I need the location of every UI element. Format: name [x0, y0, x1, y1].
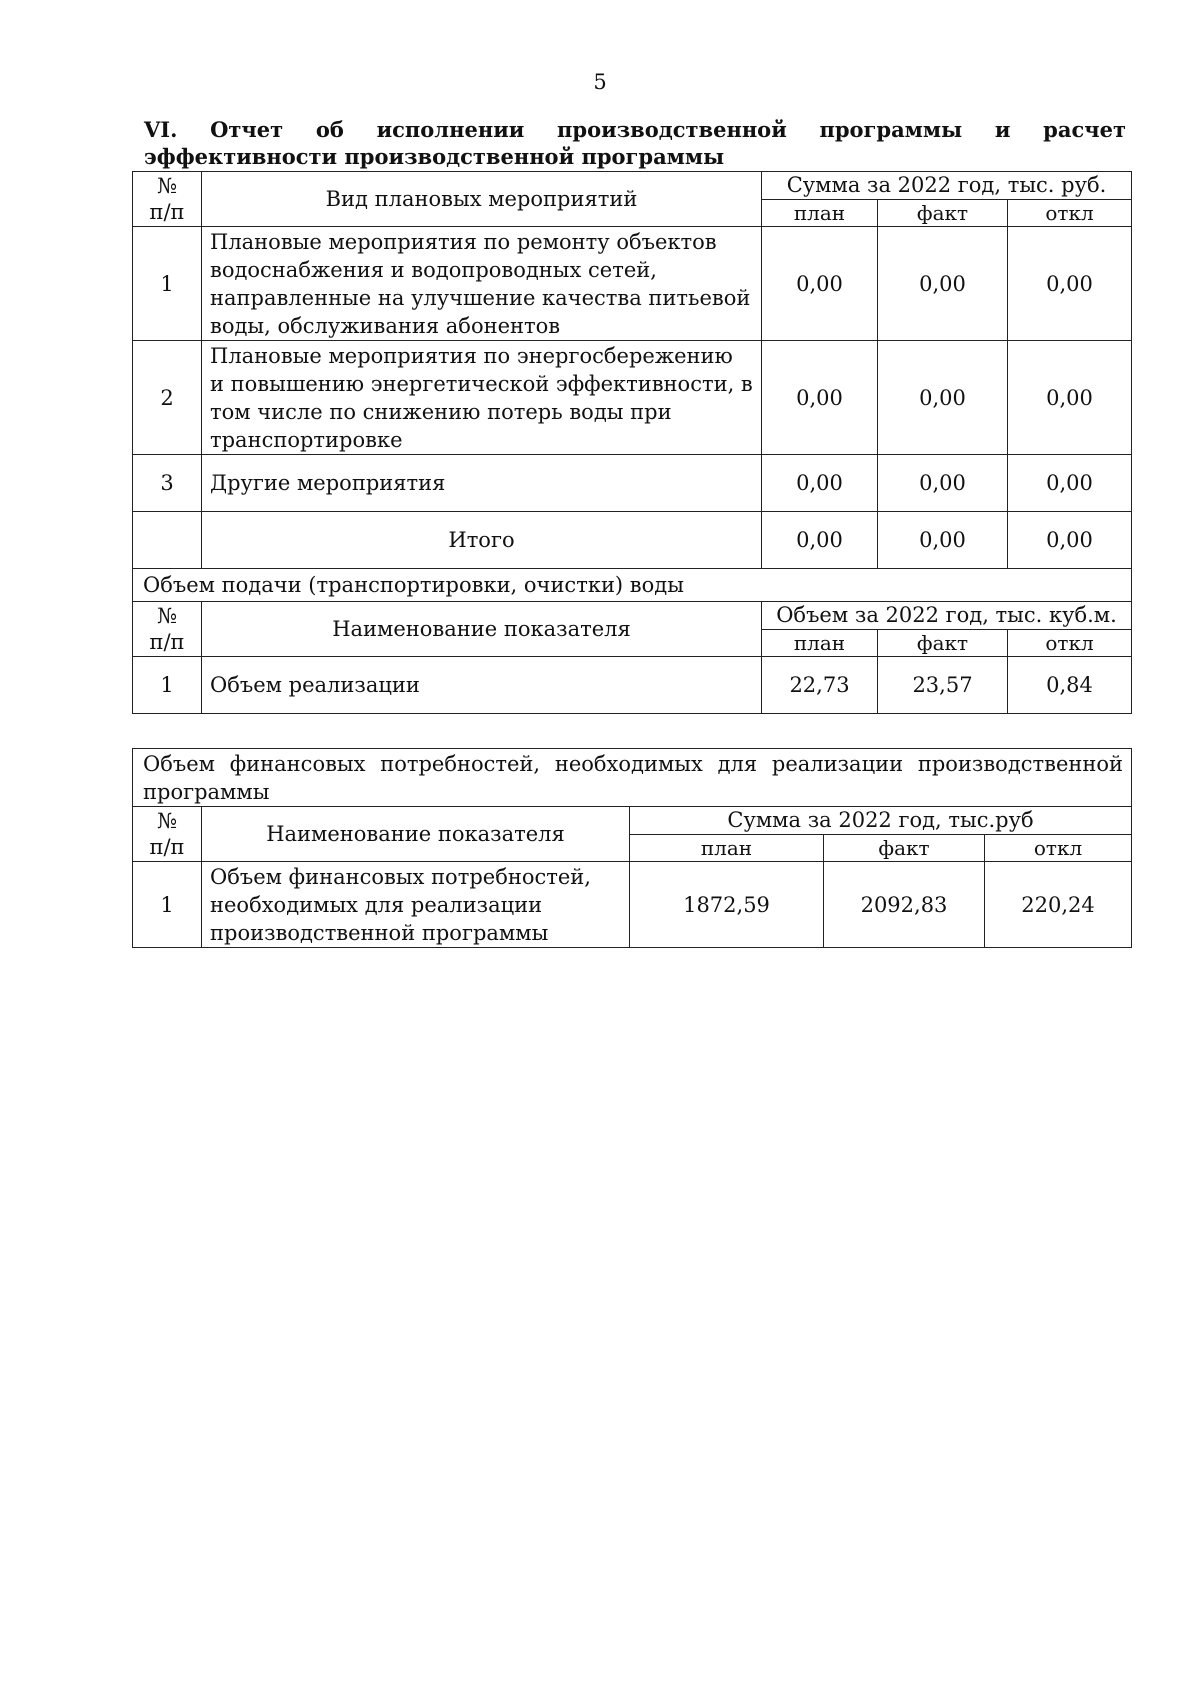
row-num: 2 — [133, 341, 202, 455]
volume-col-header-plan: план — [762, 630, 878, 657]
col-header-activity: Вид плановых мероприятий — [202, 172, 762, 227]
row-activity: Другие мероприятия — [202, 455, 762, 512]
row-dev: 0,00 — [1008, 227, 1132, 341]
volume-row-fact: 23,57 — [878, 657, 1008, 714]
volume-col-header-dev: откл — [1008, 630, 1132, 657]
volume-row-dev: 0,84 — [1008, 657, 1132, 714]
total-num-empty — [133, 512, 202, 569]
volume-col-header-num: № п/п — [133, 602, 202, 657]
table-row — [133, 862, 1132, 948]
finance-col-header-plan: план — [630, 835, 824, 862]
finance-col-header-dev: откл — [985, 835, 1132, 862]
row-plan: 0,00 — [762, 455, 878, 512]
row-dev: 0,00 — [1008, 341, 1132, 455]
col-header-sum: Сумма за 2022 год, тыс. руб. — [762, 172, 1132, 200]
row-activity: Плановые мероприятия по энергосбережению и повышению энергетической эффективности, в том числе по снижению потерь воды при транспортировке — [202, 341, 762, 455]
finance-col-header-fact: факт — [824, 835, 985, 862]
page-number: 5 — [593, 70, 607, 94]
row-fact: 0,00 — [878, 341, 1008, 455]
total-dev: 0,00 — [1008, 512, 1132, 569]
row-fact: 0,00 — [878, 227, 1008, 341]
volume-row-name: Объем реализации — [202, 657, 762, 714]
table-row — [133, 227, 1132, 341]
volume-col-header-sum: Объем за 2022 год, тыс. куб.м. — [762, 602, 1132, 630]
row-num: 3 — [133, 455, 202, 512]
finance-row-dev: 220,24 — [985, 862, 1132, 948]
finance-col-header-name: Наименование показателя — [202, 807, 630, 862]
table-row — [133, 657, 1132, 714]
col-header-dev: откл — [1008, 200, 1132, 227]
total-plan: 0,00 — [762, 512, 878, 569]
table-row — [133, 341, 1132, 455]
finance-row-name: Объем финансовых потребностей, необходимых для реализации производственной программы — [202, 862, 630, 948]
row-dev: 0,00 — [1008, 455, 1132, 512]
row-plan: 0,00 — [762, 341, 878, 455]
volume-row-num: 1 — [133, 657, 202, 714]
table-row — [133, 455, 1132, 512]
row-num: 1 — [133, 227, 202, 341]
finance-row-fact: 2092,83 — [824, 862, 985, 948]
col-header-fact: факт — [878, 200, 1008, 227]
section-title: VI. Отчет об исполнении производственной программы и расчет эффективности производственной программы — [144, 117, 1126, 169]
volume-row-plan: 22,73 — [762, 657, 878, 714]
row-plan: 0,00 — [762, 227, 878, 341]
finance-section-label: Объем финансовых потребностей, необходимых для реализации производственной программы — [133, 749, 1132, 807]
finance-col-header-sum: Сумма за 2022 год, тыс.руб — [630, 807, 1132, 835]
total-row — [133, 512, 1132, 569]
total-label: Итого — [202, 512, 762, 569]
row-activity: Плановые мероприятия по ремонту объектов водоснабжения и водопроводных сетей, направленные на улучшение качества питьевой воды, обслуживания абонентов — [202, 227, 762, 341]
activities-table — [132, 171, 1132, 714]
volume-col-header-fact: факт — [878, 630, 1008, 657]
row-fact: 0,00 — [878, 455, 1008, 512]
finance-row-num: 1 — [133, 862, 202, 948]
finance-row-plan: 1872,59 — [630, 862, 824, 948]
col-header-num: № п/п — [133, 172, 202, 227]
finance-table — [132, 748, 1132, 948]
volume-col-header-name: Наименование показателя — [202, 602, 762, 657]
volume-section-label: Объем подачи (транспортировки, очистки) воды — [133, 569, 1132, 602]
finance-col-header-num: № п/п — [133, 807, 202, 862]
total-fact: 0,00 — [878, 512, 1008, 569]
col-header-plan: план — [762, 200, 878, 227]
